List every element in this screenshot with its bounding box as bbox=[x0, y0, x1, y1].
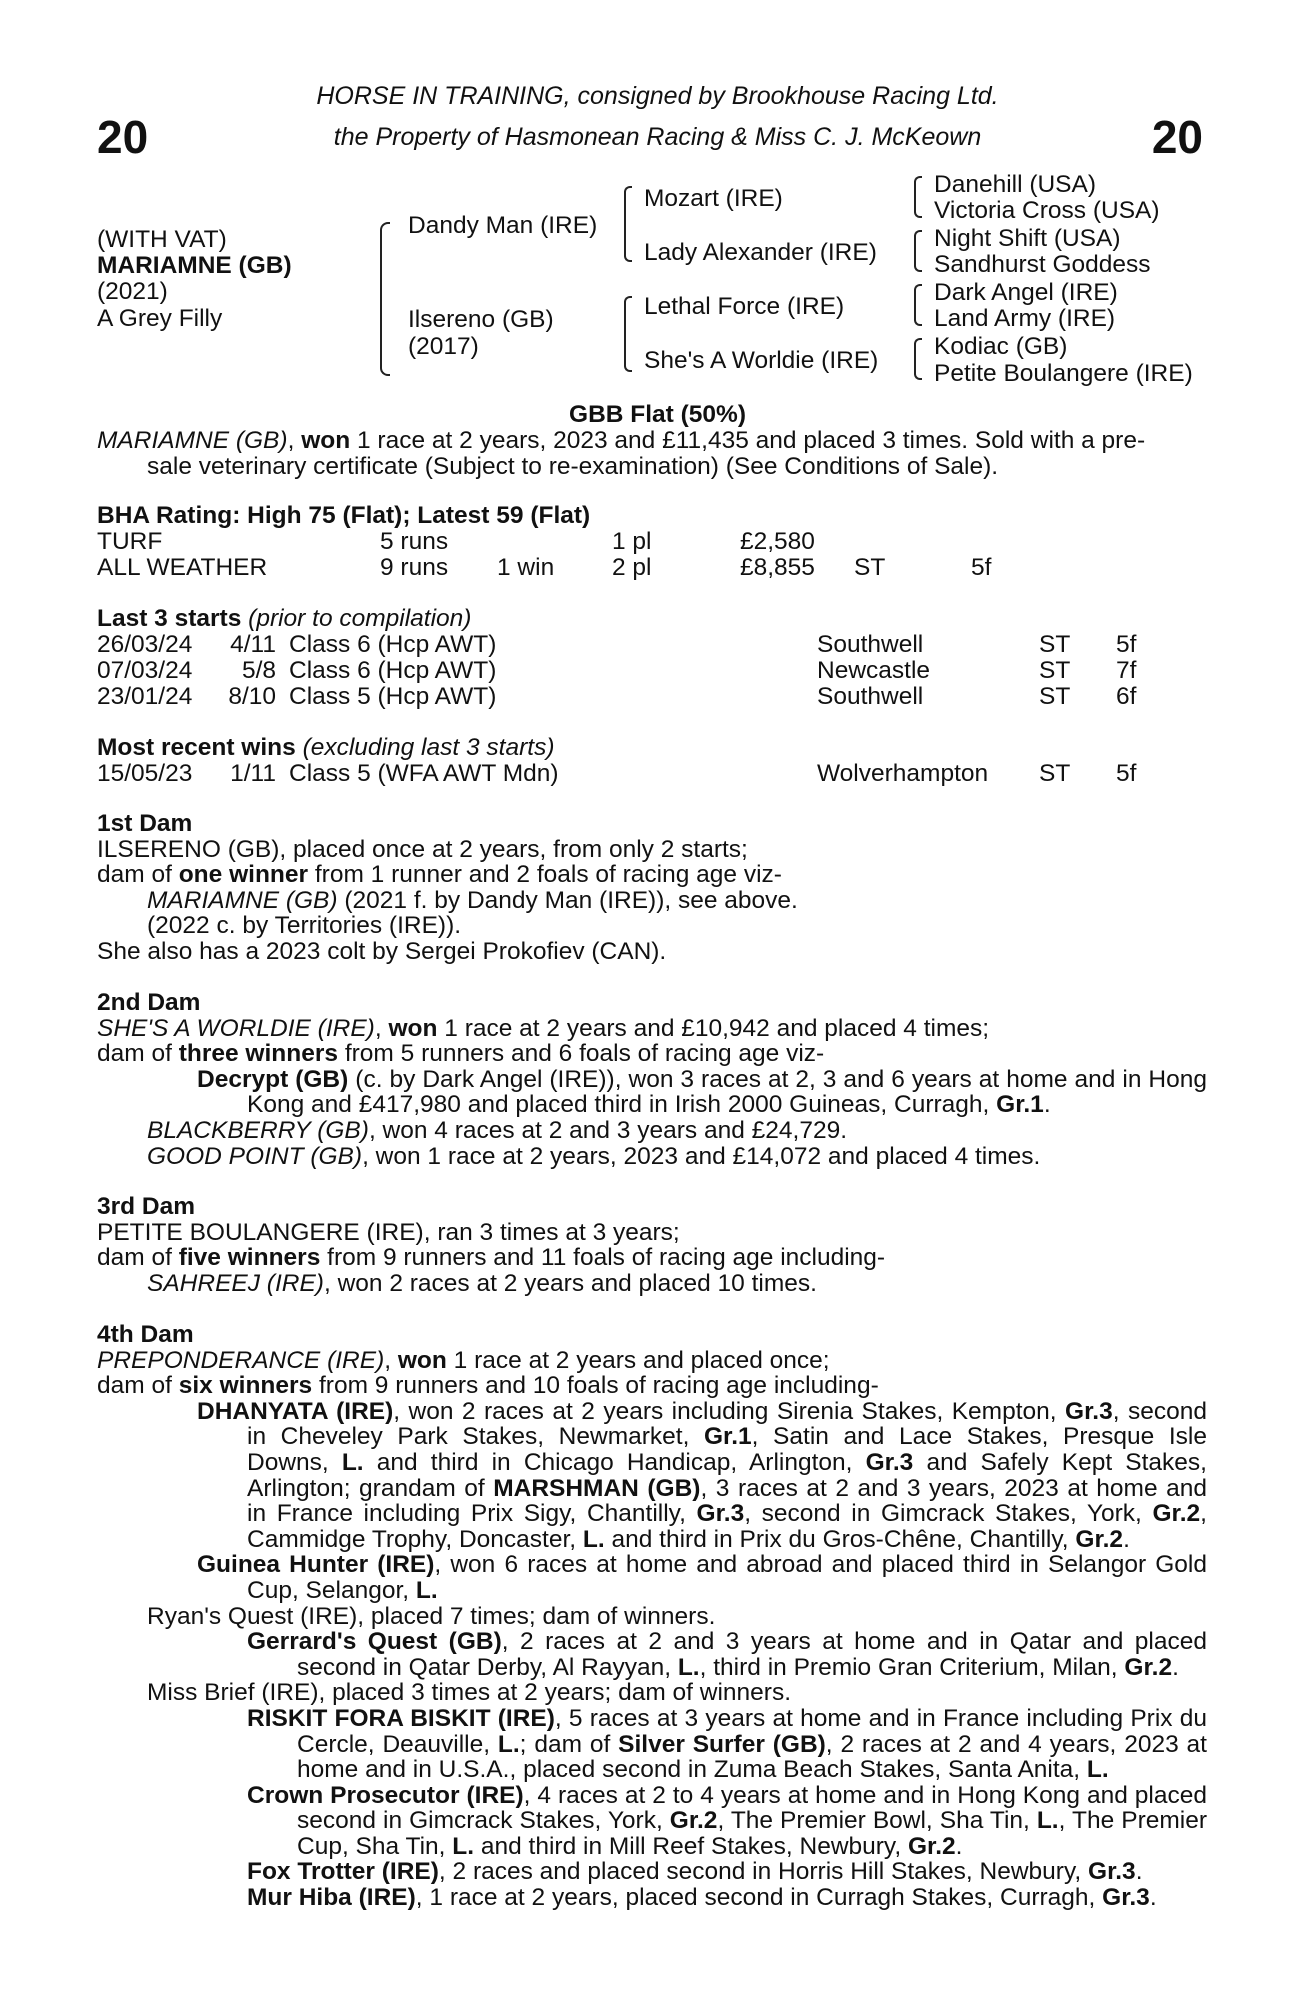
pedigree-dam: Ilsereno (GB) bbox=[408, 306, 554, 333]
race-going: ST bbox=[1039, 631, 1071, 658]
dhanyata-entry: DHANYATA (IRE), won 2 races at 2 years including Sirenia Stakes, Kempton, Gr.3, second in Cheveley Park Stakes, Newmarket, Gr.1, Satin and Lace Stakes, Presque Isle Downs, L. and third in Chicago Handicap, Arlington, Gr.3 and Safely Kept Stakes, Arlington; grandam of MARSHMAN (GB), 3 races at 2 and 3 years, 2023 at home and in France including Prix Sigy, Chantilly, Gr.3, second in Gimcrack Stakes, York, Gr.2, Cammidge Trophy, Doncaster, L. and third in Prix du Gros-Chêne, Chantilly, Gr.2. bbox=[197, 1397, 1207, 1553]
vat-label: (WITH VAT) bbox=[97, 226, 227, 253]
fourth-dam-title: 4th Dam bbox=[97, 1321, 194, 1348]
lot-number-right: 20 bbox=[1151, 111, 1203, 163]
third-dam-l2a: dam of bbox=[97, 1244, 179, 1272]
third-dam-l2c: from 9 runners and 11 foals of racing age including- bbox=[320, 1244, 886, 1272]
last3-title: Last 3 starts bbox=[97, 605, 242, 632]
gerrards-quest-entry: Gerrard's Quest (GB), 2 races at 2 and 3 years at home and in Qatar and placed second in Qatar Derby, Al Rayyan, L., third in Premio Gran Criterium, Milan, Gr.2. bbox=[247, 1628, 1207, 1681]
second-dam-section bbox=[97, 990, 1207, 1169]
recent-heading bbox=[97, 735, 554, 761]
rating-surface: TURF bbox=[97, 528, 163, 555]
race-dist: 5f bbox=[1116, 760, 1137, 787]
pedigree-dam-dam: She's A Worldie (IRE) bbox=[644, 347, 879, 374]
second-dam-l2a: dam of bbox=[97, 1040, 179, 1068]
rating-wins: 1 win bbox=[497, 554, 555, 581]
intro-text2: sale veterinary certificate (Subject to re-examination) (See Conditions of Sale). bbox=[147, 452, 999, 480]
silver-surfer-name: Silver Surfer (GB) bbox=[618, 1730, 826, 1758]
race-date: 26/03/24 bbox=[97, 631, 193, 658]
horse-name: MARIAMNE (GB) bbox=[97, 252, 292, 279]
fox-trotter-entry: Fox Trotter (IRE), 2 races and placed second in Horris Hill Stakes, Newbury, Gr.3. bbox=[247, 1858, 1143, 1886]
good-point-name: GOOD POINT (GB) bbox=[147, 1142, 363, 1170]
pedigree-sire-sire: Mozart (IRE) bbox=[644, 185, 783, 212]
intro-paragraph: MARIAMNE (GB), won 1 race at 2 years, 2023 and £11,435 and placed 3 times. Sold with a pre- sale veterinary certificate (Subject to re-examination) (See Conditions of Sale). bbox=[97, 427, 1146, 480]
first-dam-winners: one winner bbox=[178, 861, 309, 889]
fourth-dam-l2a: dam of bbox=[97, 1372, 179, 1400]
riskit-name: RISKIT FORA BISKIT (IRE) bbox=[247, 1704, 555, 1732]
fourth-dam-name: PREPONDERANCE (IRE) bbox=[97, 1346, 385, 1374]
last3-subtitle: (prior to compilation) bbox=[241, 605, 472, 632]
rating-runs: 5 runs bbox=[380, 528, 449, 555]
fourth-dam-sep: , bbox=[384, 1346, 398, 1374]
crown-prosecutor-entry: Crown Prosecutor (IRE), 4 races at 2 to 4 years at home and in Hong Kong and placed second in Gimcrack Stakes, York, Gr.2, The Premier Bowl, Sha Tin, L., The Premier Cup, Sha Tin, L. and third in Mill Reef Stakes, Newbury, Gr.2. bbox=[247, 1781, 1207, 1860]
first-dam-foal2: (2022 c. by Territories (IRE)). bbox=[147, 912, 462, 940]
pedigree-dss: Dark Angel (IRE) bbox=[934, 279, 1118, 306]
mur-hiba-entry: Mur Hiba (IRE), 1 race at 2 years, placed second in Curragh Stakes, Curragh, Gr.3. bbox=[247, 1884, 1157, 1912]
recent-title: Most recent wins bbox=[97, 734, 296, 761]
riskit-entry: RISKIT FORA BISKIT (IRE), 5 races at 3 years at home and in France including Prix du Cercle, Deauville, L.; dam of Silver Surfer (GB), 2 races at 2 and 4 years, 2023 at home and in U.S.A., placed second in Zuma Beach Stakes, Santa Anita, L. bbox=[247, 1704, 1207, 1784]
first-dam-section bbox=[97, 811, 1207, 965]
pedigree-dam-year: (2017) bbox=[408, 333, 479, 360]
recent-subtitle: (excluding last 3 starts) bbox=[295, 734, 555, 761]
race-date: 23/01/24 bbox=[97, 683, 193, 710]
rating-pl: 2 pl bbox=[612, 554, 652, 581]
blackberry-name: BLACKBERRY (GB) bbox=[147, 1116, 369, 1144]
third-dam-section bbox=[97, 1194, 1207, 1296]
decrypt-grade: Gr.1 bbox=[996, 1091, 1044, 1119]
first-dam-foal1-name: MARIAMNE (GB) bbox=[147, 886, 338, 914]
header-property: the Property of Hasmonean Racing & Miss C. J. McKeown bbox=[333, 123, 982, 151]
race-course: Southwell bbox=[817, 631, 924, 658]
race-class: Class 6 (Hcp AWT) bbox=[289, 657, 497, 684]
race-pos: 5/8 bbox=[241, 657, 276, 684]
pedigree-sds: Night Shift (USA) bbox=[934, 225, 1121, 252]
pedigree-sdd: Sandhurst Goddess bbox=[934, 251, 1151, 278]
race-class: Class 5 (WFA AWT Mdn) bbox=[289, 760, 559, 787]
gbb-label: GBB Flat (50%) bbox=[569, 401, 746, 428]
fourth-dam-section bbox=[97, 1322, 1207, 1911]
blackberry-text: , won 4 races at 2 and 3 years and £24,729. bbox=[368, 1116, 848, 1144]
horse-year: (2021) bbox=[97, 278, 168, 305]
rating-dist: 5f bbox=[971, 554, 992, 581]
pedigree-dam-sire: Lethal Force (IRE) bbox=[644, 293, 845, 320]
pedigree-dds: Kodiac (GB) bbox=[934, 333, 1068, 360]
race-pos: 4/11 bbox=[230, 631, 276, 658]
pedigree-sire: Dandy Man (IRE) bbox=[408, 212, 598, 239]
rating-pl: 1 pl bbox=[612, 528, 652, 555]
third-dam-winners: five winners bbox=[178, 1244, 321, 1272]
last3-heading bbox=[97, 606, 471, 632]
race-course: Newcastle bbox=[817, 657, 931, 684]
second-dam-sep: , bbox=[374, 1014, 389, 1042]
race-date: 07/03/24 bbox=[97, 657, 193, 684]
race-dist: 5f bbox=[1116, 631, 1137, 658]
second-dam-winners: three winners bbox=[178, 1040, 339, 1068]
fox-trotter-name: Fox Trotter (IRE) bbox=[247, 1858, 439, 1886]
race-course: Southwell bbox=[817, 683, 924, 710]
third-dam-line1: PETITE BOULANGERE (IRE), ran 3 times at 3 years; bbox=[97, 1218, 680, 1246]
ryans-quest-entry: Ryan's Quest (IRE), placed 7 times; dam of winners. bbox=[147, 1602, 716, 1630]
second-dam-title: 2nd Dam bbox=[97, 989, 201, 1016]
race-pos: 8/10 bbox=[228, 683, 276, 710]
horse-description: A Grey Filly bbox=[97, 305, 223, 332]
race-course: Wolverhampton bbox=[817, 760, 989, 787]
rating-prize: £8,855 bbox=[740, 554, 815, 581]
race-dist: 7f bbox=[1116, 657, 1137, 684]
pedigree-sire-dam: Lady Alexander (IRE) bbox=[644, 239, 877, 266]
race-pos: 1/11 bbox=[230, 760, 276, 787]
fourth-dam-text: 1 race at 2 years and placed once; bbox=[446, 1346, 830, 1374]
third-dam-title: 3rd Dam bbox=[97, 1193, 196, 1220]
rating-prize: £2,580 bbox=[740, 528, 815, 555]
second-dam-won: won bbox=[388, 1014, 438, 1042]
race-dist: 6f bbox=[1116, 683, 1137, 710]
second-dam-l2c: from 5 runners and 6 foals of racing age viz- bbox=[338, 1040, 825, 1068]
first-dam-l2c: from 1 runner and 2 foals of racing age viz- bbox=[308, 861, 782, 889]
race-going: ST bbox=[1039, 760, 1071, 787]
decrypt-text: (c. by Dark Angel (IRE)), won 3 races at 2, 3 and 6 years at home and in Hong Kong and £417,980 and placed third in Irish 2000 Guineas, Curragh, bbox=[247, 1065, 1208, 1119]
rating-surface: ALL WEATHER bbox=[97, 554, 268, 581]
good-point-text: , won 1 race at 2 years, 2023 and £14,072 and placed 4 times. bbox=[362, 1142, 1041, 1170]
guinea-hunter-name: Guinea Hunter (IRE) bbox=[197, 1551, 435, 1579]
marshman-name: MARSHMAN (GB) bbox=[493, 1474, 701, 1502]
first-dam-line1: ILSERENO (GB), placed once at 2 years, from only 2 starts; bbox=[97, 835, 748, 863]
lot-number-left: 20 bbox=[97, 111, 149, 163]
race-class: Class 6 (Hcp AWT) bbox=[289, 631, 497, 658]
decrypt-name: Decrypt (GB) bbox=[197, 1065, 349, 1093]
intro-text1: 1 race at 2 years, 2023 and £11,435 and placed 3 times. Sold with a pre- bbox=[350, 427, 1146, 454]
miss-brief-entry: Miss Brief (IRE), placed 3 times at 2 years; dam of winners. bbox=[147, 1679, 792, 1707]
pedigree-sss: Danehill (USA) bbox=[934, 171, 1097, 198]
pedigree-dsd: Land Army (IRE) bbox=[934, 305, 1116, 332]
header-consignor: HORSE IN TRAINING, consigned by Brookhouse Racing Ltd. bbox=[316, 82, 999, 110]
pedigree-ddd: Petite Boulangere (IRE) bbox=[934, 360, 1193, 387]
second-dam-text: 1 race at 2 years and £10,942 and placed 4 times; bbox=[437, 1014, 990, 1042]
first-dam-l2a: dam of bbox=[97, 861, 179, 889]
gerrards-quest-name: Gerrard's Quest (GB) bbox=[247, 1628, 502, 1656]
fourth-dam-won: won bbox=[397, 1346, 447, 1374]
sahreej-text: , won 2 races at 2 years and placed 10 times. bbox=[323, 1269, 817, 1297]
fourth-dam-winners: six winners bbox=[178, 1372, 313, 1400]
sahreej-name: SAHREEJ (IRE) bbox=[147, 1269, 324, 1297]
rating-runs: 9 runs bbox=[380, 554, 449, 581]
intro-horse-name: MARIAMNE (GB) bbox=[97, 427, 288, 454]
guinea-hunter-entry: Guinea Hunter (IRE), won 6 races at home and abroad and placed third in Selangor Gold Cup, Selangor, L. bbox=[197, 1551, 1207, 1604]
decrypt-end: . bbox=[1043, 1091, 1051, 1119]
first-dam-foal1-text: (2021 f. by Dandy Man (IRE)), see above. bbox=[337, 886, 798, 914]
fourth-dam-l2c: from 9 runners and 10 foals of racing age including- bbox=[312, 1372, 879, 1400]
pedigree-ssd: Victoria Cross (USA) bbox=[934, 197, 1160, 224]
crown-prosecutor-name: Crown Prosecutor (IRE) bbox=[247, 1781, 524, 1809]
intro-won: won bbox=[301, 427, 351, 454]
race-class: Class 5 (Hcp AWT) bbox=[289, 683, 497, 710]
dhanyata-name: DHANYATA (IRE) bbox=[197, 1397, 394, 1425]
first-dam-line5: She also has a 2023 colt by Sergei Prokofiev (CAN). bbox=[97, 937, 667, 965]
first-dam-title: 1st Dam bbox=[97, 810, 193, 837]
race-going: ST bbox=[1039, 683, 1071, 710]
mur-hiba-name: Mur Hiba (IRE) bbox=[247, 1884, 416, 1912]
race-date: 15/05/23 bbox=[97, 760, 193, 787]
second-dam-name: SHE'S A WORLDIE (IRE) bbox=[97, 1014, 375, 1042]
race-going: ST bbox=[1039, 657, 1071, 684]
rating-title: BHA Rating: High 75 (Flat); Latest 59 (Flat) bbox=[97, 502, 591, 529]
rating-going: ST bbox=[854, 554, 886, 581]
